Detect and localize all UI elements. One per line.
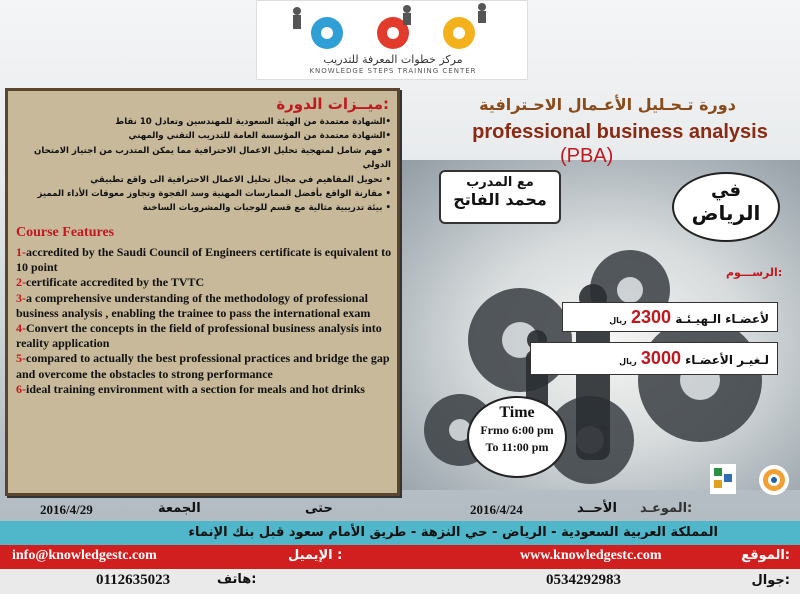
non-members-price: 3000 [640,348,681,368]
list-item: 1-accredited by the Saudi Council of Engineers certificate is equivalent to 10 point [16,245,392,275]
mobile-label: جوال: [751,573,790,588]
list-item: 6-ideal training environment with a section for meals and hot drinks [16,381,365,396]
list-item: •الشهادة معتمدة من المؤسسة العامة للتدريب التقني والمهني [128,131,391,142]
features-panel [5,88,400,496]
list-item: 3-a comprehensive understanding of the methodology of professional business analysis , enabling the trainee to pass the international exam [16,290,371,320]
logo-arabic-name: مركز خطوات المعرفة للتدريب [323,53,463,66]
phone-label: هاتف: [217,572,257,587]
list-item: 2-certificate accredited by the TVTC [16,275,205,290]
date-label: الموعـد: [640,501,693,516]
non-members-fee: لـغيـر الأعضـاء 3000 ريال [530,342,778,375]
until-label: حتى [305,501,333,516]
features-ar-title: ميــزات الدورة: [276,95,389,113]
fees-label: الرســـوم: [726,266,783,279]
end-day: الجمعة [158,501,201,516]
list-item: •الشهادة معتمدة من الهيئة السعودية للمهندسين وتعادل 10 نقاط [115,117,391,127]
end-date: 2016/4/29 [40,502,93,517]
time-from: Frmo 6:00 pm [480,423,554,437]
date-row [0,498,800,522]
course-title-en: professional business analysis [472,121,768,143]
address-bar: المملكة العربية السعودية - الرياض - حي النزهة - طريق الأمام سعود قبل بنك الإنماء [0,521,800,545]
company-logo [256,0,528,80]
city-in-label: في [711,180,741,201]
contact-bar [0,545,800,569]
members-price: 2300 [630,307,672,327]
list-item: 5-compared to actually the best professional practices and bridge the gap and overcome the obstacles to strong performance [16,351,390,381]
email-link[interactable]: info@knowledgestc.com [12,548,157,563]
members-fee: لأعضـاء الـهيـئـة 2300 ريال [562,302,778,332]
phone-row [0,569,800,594]
trainer-badge [439,170,561,224]
currency: ريال [619,357,637,366]
course-abbr: (PBA) [560,145,614,167]
features-en-title: Course Features [16,225,115,240]
email-label: الإيميل : [288,548,343,563]
start-date: 2016/4/24 [470,502,523,517]
features-en-list [16,245,396,397]
trainer-with-label: مع المدرب [466,175,534,190]
list-item: 4-Convert the concepts in the field of professional business analysis into reality application [16,321,382,351]
currency: ريال [609,316,627,325]
city-badge [672,172,780,242]
time-to: To 11:00 pm [485,440,549,454]
phone-number[interactable]: 0112635023 [96,572,171,588]
logo-english-name: KNOWLEDGE STEPS TRAINING CENTER [309,67,477,75]
website-link[interactable]: www.knowledgestc.com [520,548,662,563]
list-item: • مقارنة الواقع بأفضل الممارسات المهنية وسد الفجوة وتجاوز معوقات الأداء المميز [37,189,391,200]
website-label: الموقع: [741,548,790,563]
time-badge [467,396,567,478]
start-day: الأحــد [577,501,617,516]
gears-logo-icon [257,1,529,53]
course-title-ar: دورة تـحـليل الأعـمال الاحـترافية [479,95,736,114]
list-item: • تحويل المفاهيم في مجال تحليل الاعمال الاحترافية الى واقع تطبيقي [90,174,391,185]
time-title: Time [499,404,535,421]
list-item: • بيئة تدريبية مثالية مع قسم للوجبات والمشروبات الساخنة [142,203,391,214]
list-item: • فهم شامل لمنهجية تحليل الاعمال الاحترافية مما يمكن المتدرب من اجتياز الامتحان الدولي [34,145,391,171]
mobile-number[interactable]: 0534292983 [546,572,621,588]
city-name: الرياض [691,201,761,225]
trainer-name: محمد الفاتح [453,190,547,209]
features-ar-list [11,115,391,216]
